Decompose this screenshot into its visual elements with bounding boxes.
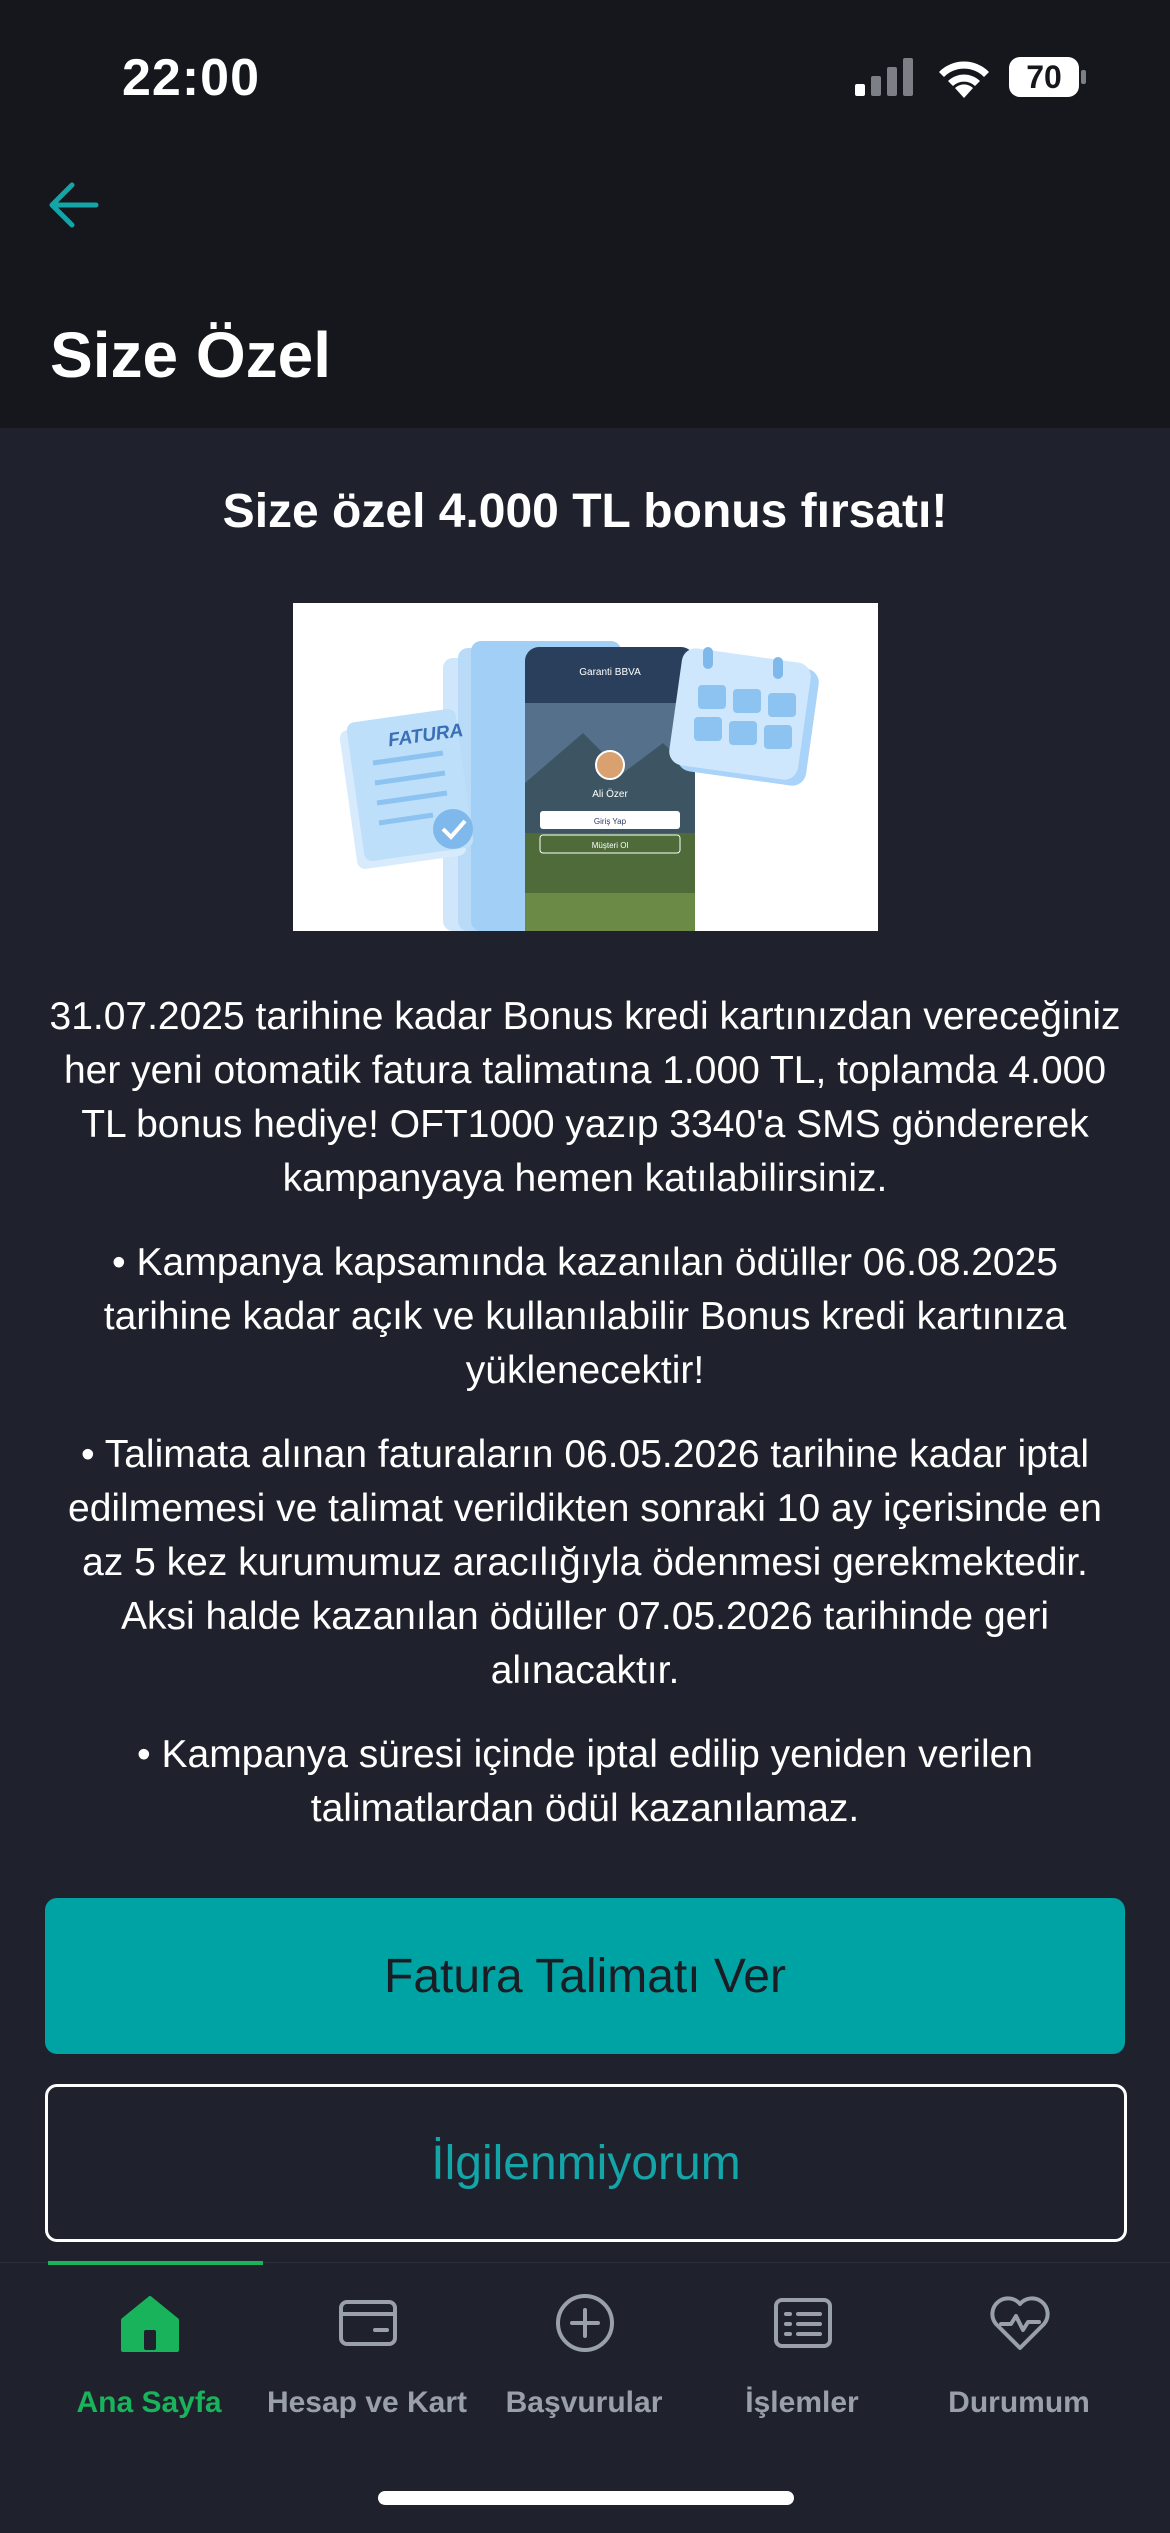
promo-title: Size özel 4.000 TL bonus fırsatı! (222, 485, 948, 538)
back-arrow-icon[interactable] (40, 170, 110, 240)
status-bar (0, 0, 1170, 150)
banner-brand: Garanti BBVA (579, 667, 641, 678)
tab-applications-label: Başvurular (505, 2386, 663, 2419)
calendar-illustration (667, 647, 820, 788)
tab-transactions[interactable] (685, 2290, 919, 2430)
promo-term-conditions: • Talimata alınan faturaların 06.05.2026 tarihine kadar iptal edilmemesi ve talimat verildikten sonraki 10 ay içerisinde en az 5 kez kurumumuz aracılığıyla ödenmesi gerekmektedir. Aksi halde kazanılan ödüller 07.05.2026 tarihinde geri alınacaktır. (68, 1433, 1102, 1692)
give-bill-instruction-button[interactable]: Fatura Talimatı Ver (45, 1898, 1125, 2054)
tab-accounts-cards-label: Hesap ve Kart (266, 2386, 468, 2419)
home-icon (117, 2290, 183, 2356)
tab-accounts-cards[interactable] (250, 2290, 484, 2430)
tab-status-label: Durumum (948, 2386, 1090, 2419)
heart-pulse-icon (987, 2290, 1053, 2356)
home-indicator[interactable] (378, 2491, 794, 2505)
tab-transactions-label: İşlemler (745, 2386, 859, 2419)
not-interested-button[interactable]: İlgilenmiyorum (45, 2084, 1127, 2242)
tab-status[interactable] (902, 2290, 1136, 2430)
promo-description: 31.07.2025 tarihine kadar Bonus kredi kartınızdan vereceğiniz her yeni otomatik fatura talimatına 1.000 TL, toplamda 4.000 TL bonus hediye! OFT1000 yazıp 3340'a SMS göndererek kampanyaya hemen katılabilirsiniz. (49, 995, 1121, 1200)
banner-user-name: Ali Özer (592, 789, 628, 800)
battery-level: 70 (1026, 59, 1062, 95)
plus-circle-icon (552, 2290, 618, 2356)
page-title: Size Özel (50, 319, 331, 391)
status-time: 22:00 (122, 49, 260, 107)
cellular-signal-icon (855, 58, 915, 96)
list-icon (770, 2290, 836, 2356)
banner-fatura-label: FATURA (386, 720, 465, 752)
tab-home[interactable] (32, 2290, 266, 2430)
tab-applications[interactable] (467, 2290, 701, 2430)
wallet-icon (335, 2290, 401, 2356)
promo-term-rewards: • Kampanya kapsamında kazanılan ödüller 06.08.2025 tarihine kadar açık ve kullanılabilir Bonus kredi kartınıza yüklenecektir! (103, 1241, 1067, 1392)
banner-login-button: Giriş Yap (593, 817, 627, 826)
banner-customer-button: Müşteri Ol (591, 841, 629, 850)
active-tab-indicator (48, 2261, 263, 2265)
battery-icon (1008, 56, 1088, 98)
promo-term-cancellation: • Kampanya süresi içinde iptal edilip yeniden verilen talimatlardan ödül kazanılamaz. (137, 1733, 1033, 1830)
promo-banner-image (293, 603, 878, 931)
tab-home-label: Ana Sayfa (76, 2386, 222, 2419)
wifi-icon (935, 54, 993, 98)
